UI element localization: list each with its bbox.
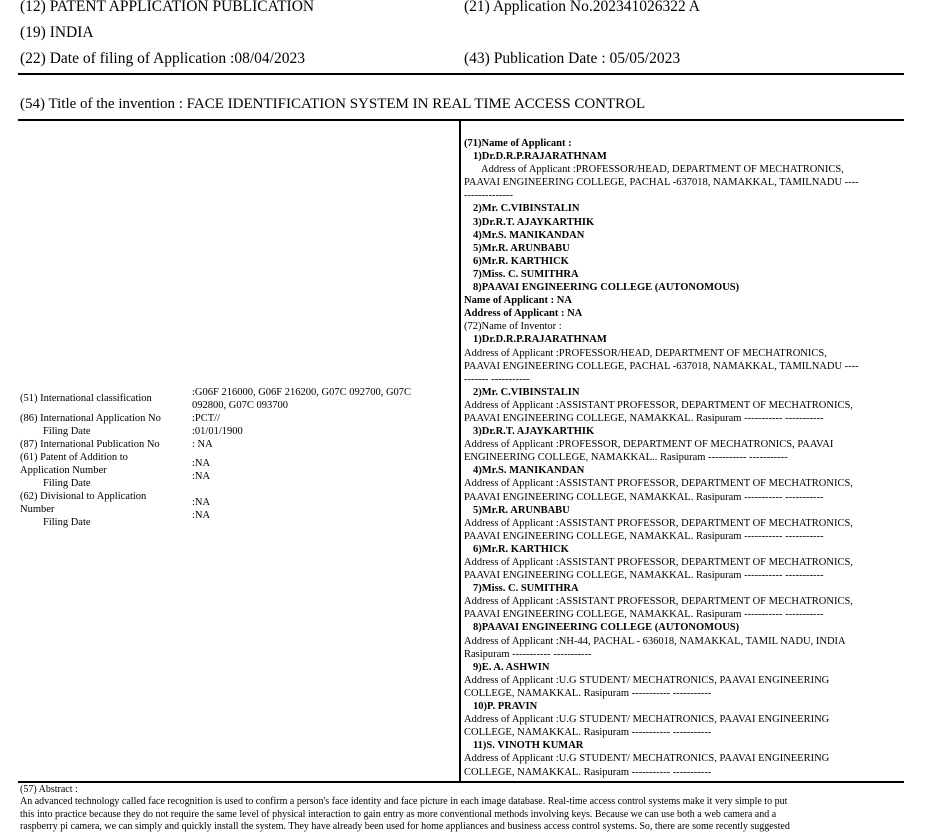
applicant-1-address: Address of Applicant :PROFESSOR/HEAD, DEPARTMENT OF MECHATRONICS, [481, 164, 844, 176]
inventor-address: COLLEGE, NAMAKKAL. Rasipuram ----------- ----------- [464, 766, 712, 778]
filing-date: (22) Date of filing of Application :08/04/2023 [20, 50, 305, 67]
intl-classification-label: (51) International classification [20, 393, 152, 404]
inventor-list [464, 333, 904, 778]
applicant-address-na: Address of Applicant : NA [464, 308, 583, 320]
applicant-1-address: -------------- [464, 190, 513, 202]
applicant-5-name: 5)Mr.R. ARUNBABU [473, 242, 570, 254]
inventor-name: 4)Mr.S. MANIKANDAN [473, 465, 585, 477]
inventor-address: PAAVAI ENGINEERING COLLEGE, NAMAKKAL. Rasipuram ----------- ----------- [464, 530, 824, 542]
inventor-address: PAAVAI ENGINEERING COLLEGE, NAMAKKAL. Rasipuram ----------- ----------- [464, 412, 824, 424]
inventor-name: 1)Dr.D.R.P.RAJARATHNAM [473, 334, 607, 346]
divisional-label: (62) Divisional to Application Number [20, 491, 147, 515]
intl-publication-label: (87) International Publication No [20, 439, 160, 450]
invention-title: (54) Title of the invention : FACE IDENTIFICATION SYSTEM IN REAL TIME ACCESS CONTROL [20, 96, 646, 112]
abstract-text-line: raspberry pi camera, we can simply and quickly install the system. They have already been used for home appliances and business access control systems. So, there are some recently suggested [20, 820, 790, 832]
inventor-address: PAAVAI ENGINEERING COLLEGE, PACHAL -637018, NAMAKKAL, TAMILNADU ---- [464, 360, 859, 372]
abstract-text-line: An advanced technology called face recognition is used to confirm a person's face identity and face picture in each image database. Real-time access control systems make it very simple to put [20, 796, 788, 808]
inventor-name: 9)E. A. ASHWIN [473, 661, 550, 673]
inventor-address: Address of Applicant :PROFESSOR/HEAD, DEPARTMENT OF MECHATRONICS, [464, 347, 827, 359]
applicant-2-name: 2)Mr. C.VIBINSTALIN [473, 203, 580, 215]
inventor-address: COLLEGE, NAMAKKAL. Rasipuram ----------- ----------- [464, 687, 712, 699]
inventor-name: 3)Dr.R.T. AJAYKARTHIK [473, 426, 595, 438]
intl-application-label: (86) International Application No [20, 413, 161, 424]
inventor-address: Address of Applicant :U.G STUDENT/ MECHATRONICS, PAAVAI ENGINEERING [464, 714, 830, 726]
filing-date-row-2 [20, 471, 460, 490]
filing-date-label-2: Filing Date [43, 478, 91, 489]
inventor-name: 10)P. PRAVIN [473, 701, 538, 713]
filing-date-row-1 [20, 425, 460, 438]
applicant-4-name: 4)Mr.S. MANIKANDAN [473, 229, 585, 241]
inventor-address: PAAVAI ENGINEERING COLLEGE, NAMAKKAL. Rasipuram ----------- ----------- [464, 609, 824, 621]
application-number: (21) Application No.202341026322 A [464, 0, 700, 15]
inventor-address: Address of Applicant :ASSISTANT PROFESSOR, DEPARTMENT OF MECHATRONICS, [464, 517, 853, 529]
applicant-3-name: 3)Dr.R.T. AJAYKARTHIK [473, 216, 595, 228]
inventor-address: Rasipuram ----------- ----------- [464, 648, 592, 660]
filing-date-value-3: :NA [192, 510, 211, 521]
inventor-name: 11)S. VINOTH KUMAR [473, 740, 584, 752]
divisional-value: :NA [192, 497, 211, 508]
inventor-address: Address of Applicant :NH-44, PACHAL - 636018, NAMAKKAL, TAMIL NADU, INDIA [464, 635, 846, 647]
inventor-name: 6)Mr.R. KARTHICK [473, 543, 569, 555]
inventor-address: Address of Applicant :ASSISTANT PROFESSOR, DEPARTMENT OF MECHATRONICS, [464, 596, 853, 608]
intl-publication-row [20, 438, 460, 451]
intl-classification-row [20, 386, 460, 412]
publication-type: (12) PATENT APPLICATION PUBLICATION [20, 0, 315, 15]
header-divider [18, 73, 904, 75]
inventor-heading: (72)Name of Inventor : [464, 321, 562, 333]
country: (19) INDIA [20, 24, 94, 41]
inventor-address: PAAVAI ENGINEERING COLLEGE, NAMAKKAL. Rasipuram ----------- ----------- [464, 491, 824, 503]
filing-date-row-3 [20, 510, 460, 529]
inventor-name: 8)PAAVAI ENGINEERING COLLEGE (AUTONOMOUS) [473, 622, 740, 634]
inventor-address: ENGINEERING COLLEGE, NAMAKKAL.. Rasipuram ----------- ----------- [464, 452, 788, 464]
filing-date-value-1: :01/01/1900 [192, 426, 243, 437]
filing-date-label-1: Filing Date [43, 426, 91, 437]
patent-addition-value: :NA [192, 458, 211, 469]
table-top-border [18, 119, 904, 121]
table-bottom-border [18, 781, 904, 783]
inventor-name: 7)Miss. C. SUMITHRA [473, 583, 579, 595]
abstract-text-line: this into practice because they do not require the same level of physical interaction to gain entry as more conventional methods involving keys. Because we can use both a web camera and a [20, 808, 777, 820]
intl-application-value: :PCT// [192, 413, 221, 424]
filing-date-value-2: :NA [192, 471, 211, 482]
inventor-address: ------- ----------- [464, 373, 530, 385]
intl-application-row [20, 412, 460, 425]
inventor-address: Address of Applicant :U.G STUDENT/ MECHATRONICS, PAAVAI ENGINEERING [464, 753, 830, 765]
inventor-address: PAAVAI ENGINEERING COLLEGE, NAMAKKAL. Rasipuram ----------- ----------- [464, 570, 824, 582]
applicant-name-na: Name of Applicant : NA [464, 295, 572, 307]
classification-block [20, 386, 460, 529]
applicant-8-name: 8)PAAVAI ENGINEERING COLLEGE (AUTONOMOUS) [473, 282, 740, 294]
inventor-address: Address of Applicant :PROFESSOR, DEPARTMENT OF MECHATRONICS, PAAVAI [464, 439, 834, 451]
inventor-address: Address of Applicant :ASSISTANT PROFESSOR, DEPARTMENT OF MECHATRONICS, [464, 399, 853, 411]
inventor-address: COLLEGE, NAMAKKAL. Rasipuram ----------- ----------- [464, 727, 712, 739]
publication-date: (43) Publication Date : 05/05/2023 [464, 50, 681, 67]
inventor-name: 5)Mr.R. ARUNBABU [473, 504, 570, 516]
intl-classification-value: :G06F 216000, G06F 216200, G07C 092700, G07C 092800, G07C 093700 [192, 387, 412, 411]
applicant-heading: (71)Name of Applicant : [464, 138, 572, 149]
applicant-1-address: PAAVAI ENGINEERING COLLEGE, PACHAL -637018, NAMAKKAL, TAMILNADU ---- [464, 177, 859, 189]
applicant-1-name: 1)Dr.D.R.P.RAJARATHNAM [473, 151, 607, 163]
abstract [20, 784, 925, 833]
applicant-6-name: 6)Mr.R. KARTHICK [473, 255, 569, 267]
inventor-address: Address of Applicant :U.G STUDENT/ MECHATRONICS, PAAVAI ENGINEERING [464, 674, 830, 686]
intl-publication-value: : NA [192, 439, 213, 450]
applicant-inventor-block [464, 137, 904, 779]
abstract-heading: (57) Abstract : [20, 784, 78, 795]
filing-date-label-3: Filing Date [43, 517, 91, 528]
inventor-address: Address of Applicant :ASSISTANT PROFESSOR, DEPARTMENT OF MECHATRONICS, [464, 557, 853, 568]
applicant-7-name: 7)Miss. C. SUMITHRA [473, 268, 579, 280]
inventor-address: Address of Applicant :ASSISTANT PROFESSOR, DEPARTMENT OF MECHATRONICS, [464, 478, 853, 490]
inventor-name: 2)Mr. C.VIBINSTALIN [473, 386, 580, 398]
patent-addition-label: (61) Patent of Addition to Application Number [20, 452, 128, 476]
